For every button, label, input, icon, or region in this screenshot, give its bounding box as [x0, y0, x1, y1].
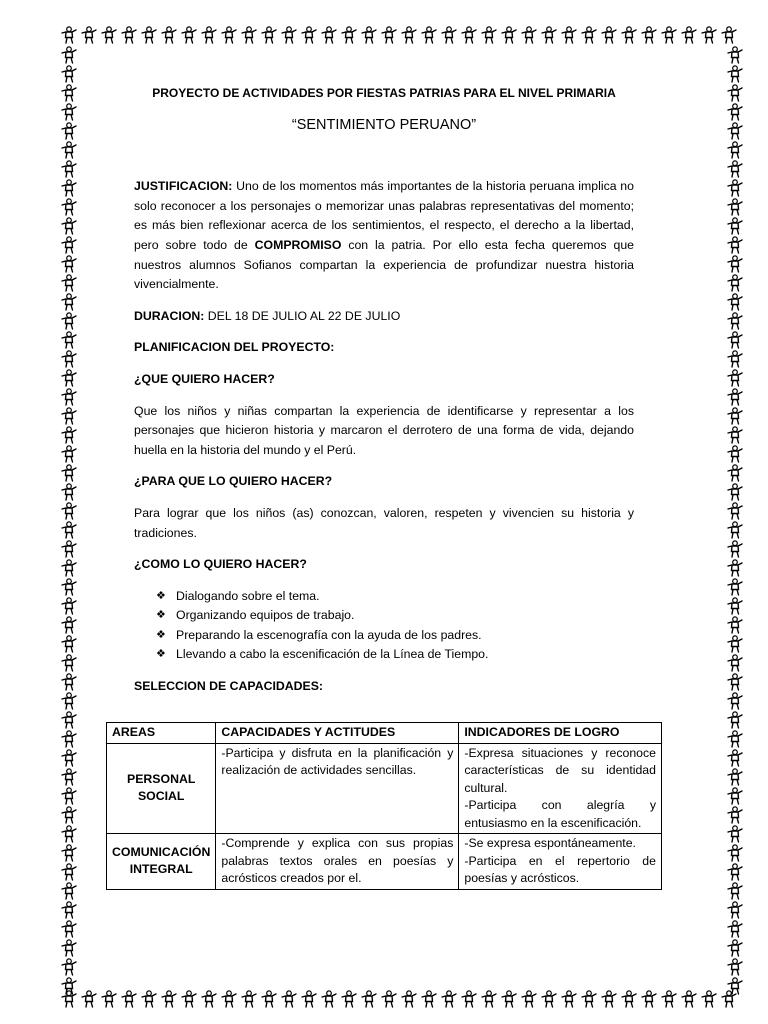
child-figure-icon: [500, 990, 518, 1008]
child-figure-icon: [140, 26, 158, 44]
child-figure-icon: [60, 673, 78, 691]
child-figure-icon: [280, 26, 298, 44]
child-figure-icon: [60, 179, 78, 197]
document-body: [134, 84, 634, 697]
what-heading: ¿QUE QUIERO HACER?: [134, 371, 275, 386]
child-figure-icon: [726, 578, 744, 596]
child-figure-icon: [726, 882, 744, 900]
child-figure-icon: [726, 977, 744, 995]
child-figure-icon: [726, 540, 744, 558]
child-figure-icon: [726, 616, 744, 634]
child-figure-icon: [60, 939, 78, 957]
header-indicators: INDICADORES DE LOGRO: [459, 723, 662, 744]
child-figure-icon: [726, 502, 744, 520]
child-figure-icon: [60, 65, 78, 83]
child-figure-icon: [300, 990, 318, 1008]
child-figure-icon: [726, 958, 744, 976]
child-figure-icon: [726, 426, 744, 444]
child-figure-icon: [726, 654, 744, 672]
border-right: [726, 46, 752, 996]
child-figure-icon: [60, 692, 78, 710]
header-capacities: CAPACIDADES Y ACTITUDES: [216, 723, 459, 744]
child-figure-icon: [60, 616, 78, 634]
child-figure-icon: [160, 26, 178, 44]
child-figure-icon: [620, 26, 638, 44]
child-figure-icon: [726, 293, 744, 311]
child-figure-icon: [726, 369, 744, 387]
child-figure-icon: [726, 597, 744, 615]
border-left: [60, 46, 86, 996]
child-figure-icon: [726, 483, 744, 501]
child-figure-icon: [60, 445, 78, 463]
child-figure-icon: [60, 464, 78, 482]
child-figure-icon: [340, 990, 358, 1008]
child-figure-icon: [400, 26, 418, 44]
child-figure-icon: [726, 217, 744, 235]
list-item: ❖ Organizando equipos de trabajo.: [156, 606, 634, 626]
child-figure-icon: [440, 26, 458, 44]
child-figure-icon: [60, 863, 78, 881]
child-figure-icon: [620, 990, 638, 1008]
child-figure-icon: [580, 990, 598, 1008]
border-top: [60, 26, 752, 50]
child-figure-icon: [420, 26, 438, 44]
child-figure-icon: [726, 711, 744, 729]
child-figure-icon: [120, 26, 138, 44]
child-figure-icon: [460, 26, 478, 44]
diamond-bullet-icon: ❖: [156, 609, 166, 622]
capacity-cell: -Participa y disfruta en la planificación y realización de actividades sencillas.: [216, 743, 459, 834]
indicators-cell: -Expresa situaciones y reconoce características de su identidad cultural. -Participa con alegría y entusiasmo en la escenificación.: [459, 743, 662, 834]
child-figure-icon: [726, 730, 744, 748]
child-figure-icon: [726, 65, 744, 83]
child-figure-icon: [440, 990, 458, 1008]
child-figure-icon: [680, 990, 698, 1008]
child-figure-icon: [560, 26, 578, 44]
child-figure-icon: [60, 977, 78, 995]
child-figure-icon: [60, 958, 78, 976]
child-figure-icon: [120, 990, 138, 1008]
child-figure-icon: [60, 388, 78, 406]
child-figure-icon: [280, 990, 298, 1008]
child-figure-icon: [60, 331, 78, 349]
child-figure-icon: [726, 464, 744, 482]
header-areas: AREAS: [107, 723, 216, 744]
child-figure-icon: [60, 711, 78, 729]
child-figure-icon: [320, 26, 338, 44]
child-figure-icon: [60, 84, 78, 102]
child-figure-icon: [240, 990, 258, 1008]
child-figure-icon: [60, 730, 78, 748]
child-figure-icon: [60, 597, 78, 615]
child-figure-icon: [726, 559, 744, 577]
child-figure-icon: [726, 160, 744, 178]
child-figure-icon: [726, 768, 744, 786]
child-figure-icon: [60, 787, 78, 805]
child-figure-icon: [360, 990, 378, 1008]
child-figure-icon: [540, 26, 558, 44]
child-figure-icon: [140, 990, 158, 1008]
page-title: PROYECTO DE ACTIVIDADES POR FIESTAS PATRIAS PARA EL NIVEL PRIMARIA: [152, 86, 616, 100]
child-figure-icon: [726, 388, 744, 406]
justification-text-1: Uno de los momentos más importantes de la historia peruana implica no solo reconocer a los personajes o memorizar unas palabras representativas del momento; es más bien reflexionar acerca de los sentimientos, el respecto, el derecho a la libertad, pero sobre todo de: [134, 179, 634, 252]
child-figure-icon: [660, 26, 678, 44]
child-figure-icon: [60, 236, 78, 254]
child-figure-icon: [60, 46, 78, 64]
child-figure-icon: [60, 749, 78, 767]
child-figure-icon: [320, 990, 338, 1008]
child-figure-icon: [220, 990, 238, 1008]
table-row: [107, 743, 662, 834]
child-figure-icon: [200, 26, 218, 44]
child-figure-icon: [580, 26, 598, 44]
child-figure-icon: [660, 990, 678, 1008]
duration-label: DURACION:: [134, 308, 205, 323]
child-figure-icon: [726, 521, 744, 539]
child-figure-icon: [726, 445, 744, 463]
child-figure-icon: [60, 369, 78, 387]
child-figure-icon: [726, 236, 744, 254]
table-row: [107, 834, 662, 890]
child-figure-icon: [600, 990, 618, 1008]
child-figure-icon: [726, 635, 744, 653]
diamond-bullet-icon: ❖: [156, 628, 166, 641]
child-figure-icon: [680, 26, 698, 44]
child-figure-icon: [726, 692, 744, 710]
child-figure-icon: [60, 255, 78, 273]
child-figure-icon: [726, 46, 744, 64]
child-figure-icon: [240, 26, 258, 44]
list-item: ❖ Dialogando sobre el tema.: [156, 587, 634, 607]
child-figure-icon: [60, 274, 78, 292]
indicators-cell: -Se expresa espontáneamente. -Participa en el repertorio de poesías y acrósticos.: [459, 834, 662, 890]
child-figure-icon: [80, 26, 98, 44]
child-figure-icon: [726, 825, 744, 843]
child-figure-icon: [560, 990, 578, 1008]
child-figure-icon: [480, 990, 498, 1008]
justification-text-2: con la patria. Por ello esta fecha queremos que nuestros alumnos Sofianos compartan la experiencia de profundizar nuestra historia vivencialmente.: [134, 237, 634, 292]
capacity-cell: -Comprende y explica con sus propias palabras textos orales en poesías y acrósticos creados por el.: [216, 834, 459, 890]
child-figure-icon: [400, 990, 418, 1008]
child-figure-icon: [60, 160, 78, 178]
justification-emphasis: COMPROMISO: [254, 237, 342, 252]
child-figure-icon: [60, 635, 78, 653]
child-figure-icon: [520, 990, 538, 1008]
child-figure-icon: [60, 483, 78, 501]
child-figure-icon: [60, 122, 78, 140]
child-figure-icon: [726, 179, 744, 197]
child-figure-icon: [726, 312, 744, 330]
child-figure-icon: [460, 990, 478, 1008]
child-figure-icon: [726, 749, 744, 767]
child-figure-icon: [160, 990, 178, 1008]
child-figure-icon: [60, 141, 78, 159]
child-figure-icon: [60, 559, 78, 577]
child-figure-icon: [726, 939, 744, 957]
child-figure-icon: [726, 350, 744, 368]
child-figure-icon: [420, 990, 438, 1008]
child-figure-icon: [260, 26, 278, 44]
area-cell: PERSONAL SOCIAL: [107, 743, 216, 834]
child-figure-icon: [180, 990, 198, 1008]
child-figure-icon: [100, 26, 118, 44]
child-figure-icon: [380, 26, 398, 44]
what-text: Que los niños y niñas compartan la experiencia de identificarse y representar a los personajes que hicieron historia y marcaron el derrotero de una forma de vida, dejando huella en la historia del mundo y el Perú.: [134, 403, 634, 457]
child-figure-icon: [726, 901, 744, 919]
how-list: [156, 587, 634, 665]
child-figure-icon: [726, 103, 744, 121]
child-figure-icon: [360, 26, 378, 44]
child-figure-icon: [500, 26, 518, 44]
child-figure-icon: [180, 26, 198, 44]
duration-text: DEL 18 DE JULIO AL 22 DE JULIO: [204, 308, 401, 323]
child-figure-icon: [60, 103, 78, 121]
child-figure-icon: [726, 844, 744, 862]
child-figure-icon: [60, 426, 78, 444]
list-item: ❖ Preparando la escenografía con la ayuda de los padres.: [156, 626, 634, 646]
child-figure-icon: [726, 920, 744, 938]
child-figure-icon: [60, 26, 78, 44]
child-figure-icon: [60, 407, 78, 425]
child-figure-icon: [726, 84, 744, 102]
planning-heading: PLANIFICACION DEL PROYECTO:: [134, 340, 335, 355]
child-figure-icon: [60, 901, 78, 919]
justification-label: JUSTIFICACION:: [134, 179, 233, 194]
child-figure-icon: [60, 882, 78, 900]
child-figure-icon: [726, 274, 744, 292]
child-figure-icon: [60, 350, 78, 368]
child-figure-icon: [520, 26, 538, 44]
child-figure-icon: [726, 787, 744, 805]
child-figure-icon: [60, 502, 78, 520]
child-figure-icon: [60, 293, 78, 311]
child-figure-icon: [720, 26, 738, 44]
child-figure-icon: [726, 806, 744, 824]
child-figure-icon: [60, 312, 78, 330]
child-figure-icon: [260, 990, 278, 1008]
child-figure-icon: [640, 26, 658, 44]
child-figure-icon: [220, 26, 238, 44]
why-heading: ¿PARA QUE LO QUIERO HACER?: [134, 474, 333, 489]
child-figure-icon: [60, 198, 78, 216]
child-figure-icon: [340, 26, 358, 44]
child-figure-icon: [60, 825, 78, 843]
justification-paragraph: [134, 177, 634, 295]
selection-heading: SELECCION DE CAPACIDADES:: [134, 679, 324, 694]
child-figure-icon: [60, 540, 78, 558]
child-figure-icon: [700, 26, 718, 44]
child-figure-icon: [700, 990, 718, 1008]
child-figure-icon: [200, 990, 218, 1008]
table-header-row: [107, 723, 662, 744]
child-figure-icon: [726, 141, 744, 159]
child-figure-icon: [640, 990, 658, 1008]
child-figure-icon: [480, 26, 498, 44]
child-figure-icon: [60, 654, 78, 672]
child-figure-icon: [380, 990, 398, 1008]
border-bottom: [60, 990, 752, 1014]
child-figure-icon: [726, 255, 744, 273]
child-figure-icon: [726, 122, 744, 140]
child-figure-icon: [60, 768, 78, 786]
capacities-table: [106, 722, 662, 890]
why-text: Para lograr que los niños (as) conozcan, valoren, respeten y vivencien su historia y tradiciones.: [134, 505, 634, 540]
child-figure-icon: [60, 806, 78, 824]
area-cell: COMUNICACIÓN INTEGRAL: [107, 834, 216, 890]
child-figure-icon: [540, 990, 558, 1008]
child-figure-icon: [600, 26, 618, 44]
child-figure-icon: [726, 673, 744, 691]
child-figure-icon: [60, 920, 78, 938]
child-figure-icon: [300, 26, 318, 44]
child-figure-icon: [726, 331, 744, 349]
diamond-bullet-icon: ❖: [156, 589, 166, 602]
child-figure-icon: [60, 521, 78, 539]
diamond-bullet-icon: ❖: [156, 648, 166, 661]
child-figure-icon: [726, 198, 744, 216]
child-figure-icon: [60, 844, 78, 862]
child-figure-icon: [100, 990, 118, 1008]
page-subtitle: “SENTIMIENTO PERUANO”: [291, 116, 477, 133]
child-figure-icon: [60, 217, 78, 235]
child-figure-icon: [60, 578, 78, 596]
how-heading: ¿COMO LO QUIERO HACER?: [134, 557, 307, 572]
list-item: ❖ Llevando a cabo la escenificación de la Línea de Tiempo.: [156, 645, 634, 665]
child-figure-icon: [726, 407, 744, 425]
duration-line: [134, 307, 634, 327]
child-figure-icon: [726, 863, 744, 881]
